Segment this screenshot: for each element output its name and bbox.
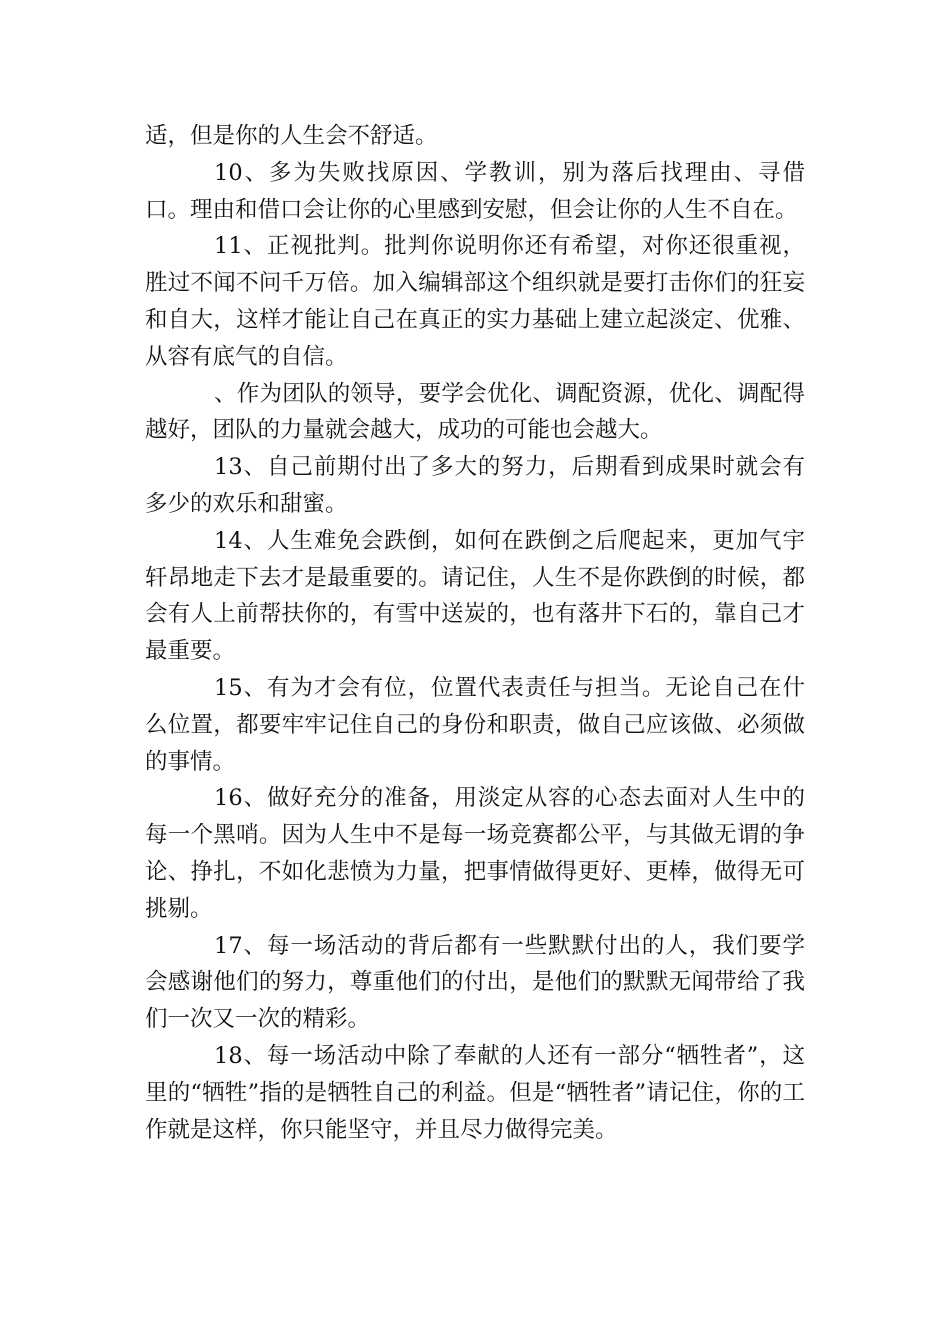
- paragraph-item-10: 10、多为失败找原因、学教训，别为落后找理由、寻借口。理由和借口会让你的心里感到安慰，但会让你的人生不自在。: [145, 159, 805, 223]
- paragraph-item-12: 、作为团队的领导，要学会优化、调配资源，优化、调配得越好，团队的力量就会越大，成功的可能也会越大。: [145, 380, 805, 444]
- paragraph-item-14: 14、人生难免会跌倒，如何在跌倒之后爬起来，更加气宇轩昂地走下去才是最重要的。请记住，人生不是你跌倒的时候，都会有人上前帮扶你的，有雪中送炭的，也有落井下石的，靠自己才最重要。: [145, 527, 805, 665]
- paragraph-item-17: 17、每一场活动的背后都有一些默默付出的人，我们要学会感谢他们的努力，尊重他们的付出，是他们的默默无闻带给了我们一次又一次的精彩。: [145, 932, 805, 1033]
- paragraph-item-13: 13、自己前期付出了多大的努力，后期看到成果时就会有多少的欢乐和甜蜜。: [145, 454, 805, 517]
- paragraph-item-11: 11、正视批判。批判你说明你还有希望，对你还很重视，胜过不闻不问千万倍。加入编辑部这个组织就是要打击你们的狂妄和自大，这样才能让自己在真正的实力基础上建立起淡定、优雅、从容有底气的自信。: [145, 233, 805, 370]
- paragraph-item-16: 16、做好充分的准备，用淡定从容的心态去面对人生中的每一个黑哨。因为人生中不是每一场竞赛都公平，与其做无谓的争论、挣扎，不如化悲愤为力量，把事情做得更好、更棒，做得无可挑剔。: [145, 785, 805, 922]
- paragraph-item-15: 15、有为才会有位，位置代表责任与担当。无论自己在什么位置，都要牢牢记住自己的身份和职责，做自己应该做、必须做的事情。: [145, 674, 805, 775]
- paragraph-continuation: 适，但是你的人生会不舒适。: [145, 123, 438, 149]
- document-body: [145, 118, 805, 1148]
- paragraph-item-18: 18、每一场活动中除了奉献的人还有一部分“牺牲者”，这里的“牺牲”指的是牺牲自己的利益。但是“牺牲者”请记住，你的工作就是这样，你只能坚守，并且尽力做得完美。: [145, 1042, 805, 1143]
